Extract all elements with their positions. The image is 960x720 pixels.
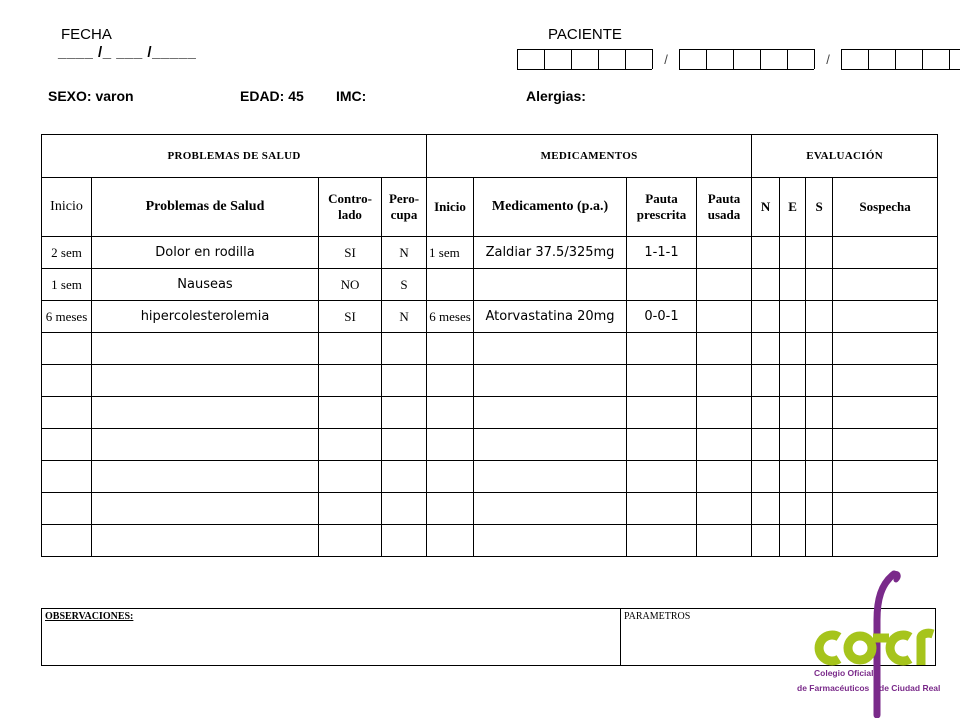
table-cell-empty[interactable]: [92, 397, 319, 429]
cell-s[interactable]: [806, 269, 833, 301]
table-cell-empty[interactable]: [752, 525, 780, 557]
patient-id-group-1[interactable]: [517, 49, 653, 69]
table-cell-empty[interactable]: [474, 333, 627, 365]
column-header-row: [42, 178, 938, 237]
section-evaluacion: EVALUACIÓN: [752, 135, 938, 178]
sexo-field: SEXO: varon: [48, 88, 134, 104]
cell-pauta-usada[interactable]: [697, 237, 752, 269]
observaciones-area[interactable]: [42, 609, 621, 665]
table-cell-empty[interactable]: [382, 397, 427, 429]
table-cell-empty[interactable]: [382, 525, 427, 557]
imc-field[interactable]: IMC:: [336, 88, 367, 104]
section-problemas: PROBLEMAS DE SALUD: [42, 135, 427, 178]
table-cell-empty[interactable]: [833, 429, 938, 461]
table-cell-empty[interactable]: [806, 493, 833, 525]
table-row-empty: [42, 461, 938, 493]
table-cell-empty[interactable]: [474, 493, 627, 525]
table-cell-empty[interactable]: [92, 429, 319, 461]
col-pauta-usada: Pauta usada: [697, 178, 752, 237]
cell-sospecha[interactable]: [833, 301, 938, 333]
table-cell-empty[interactable]: [42, 365, 92, 397]
table-cell-empty[interactable]: [752, 333, 780, 365]
table-cell-empty[interactable]: [92, 525, 319, 557]
table-cell-empty[interactable]: [697, 461, 752, 493]
table-row: [42, 269, 938, 301]
cell-inicio-med[interactable]: 1 sem: [427, 237, 474, 269]
col-controlado: Contro- lado: [319, 178, 382, 237]
table-cell-empty[interactable]: [752, 397, 780, 429]
cell-inicio[interactable]: 2 sem: [42, 237, 92, 269]
logo-line3: de Ciudad Real: [879, 683, 941, 693]
col-s: S: [806, 178, 833, 237]
table-row-empty: [42, 429, 938, 461]
cell-pauta-prescrita[interactable]: [627, 269, 697, 301]
table-row-empty: [42, 365, 938, 397]
section-header-row: [42, 135, 938, 178]
table-cell-empty[interactable]: [319, 429, 382, 461]
id-separator: /: [826, 52, 830, 67]
table-cell-empty[interactable]: [697, 365, 752, 397]
table-cell-empty[interactable]: [780, 397, 806, 429]
cell-pauta-prescrita[interactable]: 1-1-1: [627, 237, 697, 269]
patient-id-group-2[interactable]: [679, 49, 815, 69]
health-problems-table: [41, 134, 938, 557]
empty-rows: [42, 333, 938, 557]
cell-s[interactable]: [806, 237, 833, 269]
table-cell-empty[interactable]: [92, 333, 319, 365]
table-cell-empty[interactable]: [42, 397, 92, 429]
table-row-empty: [42, 333, 938, 365]
table-cell-empty[interactable]: [780, 461, 806, 493]
table-cell-empty[interactable]: [42, 525, 92, 557]
patient-id-group-3[interactable]: [841, 49, 960, 69]
cell-inicio[interactable]: 6 meses: [42, 301, 92, 333]
table-cell-empty[interactable]: [427, 397, 474, 429]
table-cell-empty[interactable]: [627, 493, 697, 525]
cell-controlado[interactable]: SI: [319, 237, 382, 269]
cell-preocupa[interactable]: N: [382, 237, 427, 269]
section-medicamentos: MEDICAMENTOS: [427, 135, 752, 178]
table-cell-empty[interactable]: [474, 397, 627, 429]
table-cell-empty[interactable]: [319, 493, 382, 525]
table-cell-empty[interactable]: [806, 461, 833, 493]
cell-controlado[interactable]: SI: [319, 301, 382, 333]
cell-pauta-usada[interactable]: [697, 301, 752, 333]
table-cell-empty[interactable]: [833, 525, 938, 557]
cell-sospecha[interactable]: [833, 269, 938, 301]
table-cell-empty[interactable]: [382, 461, 427, 493]
cell-s[interactable]: [806, 301, 833, 333]
table-cell-empty[interactable]: [780, 525, 806, 557]
cell-problema[interactable]: Dolor en rodilla: [92, 237, 319, 269]
cell-medicamento[interactable]: [474, 269, 627, 301]
table-cell-empty[interactable]: [697, 397, 752, 429]
table-row: [42, 237, 938, 269]
cell-preocupa[interactable]: S: [382, 269, 427, 301]
cell-problema[interactable]: Nauseas: [92, 269, 319, 301]
table-cell-empty[interactable]: [627, 429, 697, 461]
table-cell-empty[interactable]: [627, 333, 697, 365]
table-cell-empty[interactable]: [382, 333, 427, 365]
cell-n[interactable]: [752, 269, 780, 301]
cell-e[interactable]: [780, 301, 806, 333]
cell-e[interactable]: [780, 237, 806, 269]
cell-inicio-med[interactable]: [427, 269, 474, 301]
cell-e[interactable]: [780, 269, 806, 301]
table-cell-empty[interactable]: [627, 525, 697, 557]
table-row-empty: [42, 397, 938, 429]
logo-line2: de Farmacéuticos: [797, 683, 870, 693]
table-cell-empty[interactable]: [92, 493, 319, 525]
col-sospecha: Sospecha: [833, 178, 938, 237]
table-cell-empty[interactable]: [780, 333, 806, 365]
table-cell-empty[interactable]: [806, 525, 833, 557]
id-separator: /: [664, 52, 668, 67]
patient-id-boxes[interactable]: [517, 49, 960, 69]
table-cell-empty[interactable]: [752, 429, 780, 461]
table-cell-empty[interactable]: [427, 461, 474, 493]
cell-inicio[interactable]: 1 sem: [42, 269, 92, 301]
table-cell-empty[interactable]: [833, 333, 938, 365]
cell-controlado[interactable]: NO: [319, 269, 382, 301]
table-cell-empty[interactable]: [806, 333, 833, 365]
col-inicio-problema: Inicio: [42, 178, 92, 237]
table-cell-empty[interactable]: [474, 429, 627, 461]
parametros-label: PARAMETROS: [624, 611, 691, 622]
table-cell-empty[interactable]: [427, 493, 474, 525]
logo-line1: Colegio Oficial: [814, 668, 874, 678]
table-cell-empty[interactable]: [833, 493, 938, 525]
table-cell-empty[interactable]: [92, 461, 319, 493]
cell-n[interactable]: [752, 237, 780, 269]
table-cell-empty[interactable]: [474, 525, 627, 557]
table-cell-empty[interactable]: [833, 461, 938, 493]
cell-problema[interactable]: hipercolesterolemia: [92, 301, 319, 333]
table-cell-empty[interactable]: [382, 493, 427, 525]
table-cell-empty[interactable]: [42, 461, 92, 493]
table-cell-empty[interactable]: [627, 461, 697, 493]
alergias-field[interactable]: Alergias:: [526, 88, 586, 104]
cell-pauta-prescrita[interactable]: 0-0-1: [627, 301, 697, 333]
edad-field: EDAD: 45: [240, 88, 304, 104]
table-cell-empty[interactable]: [697, 333, 752, 365]
table-cell-empty[interactable]: [319, 397, 382, 429]
cell-n[interactable]: [752, 301, 780, 333]
col-n: N: [752, 178, 780, 237]
table-cell-empty[interactable]: [319, 461, 382, 493]
fecha-label: FECHA: [61, 26, 112, 43]
col-preocupa: Pero- cupa: [382, 178, 427, 237]
cell-inicio-med[interactable]: 6 meses: [427, 301, 474, 333]
paciente-label: PACIENTE: [548, 26, 622, 43]
table-cell-empty[interactable]: [427, 429, 474, 461]
table-cell-empty[interactable]: [42, 333, 92, 365]
table-cell-empty[interactable]: [780, 365, 806, 397]
col-e: E: [780, 178, 806, 237]
table-cell-empty[interactable]: [752, 461, 780, 493]
table-cell-empty[interactable]: [833, 365, 938, 397]
cell-pauta-usada[interactable]: [697, 269, 752, 301]
cell-preocupa[interactable]: N: [382, 301, 427, 333]
cell-medicamento[interactable]: Zaldiar 37.5/325mg: [474, 237, 627, 269]
table-cell-empty[interactable]: [833, 397, 938, 429]
table-cell-empty[interactable]: [780, 493, 806, 525]
table-cell-empty[interactable]: [382, 365, 427, 397]
table-cell-empty[interactable]: [627, 365, 697, 397]
fecha-line[interactable]: ____ /_ ___ /_____: [58, 44, 197, 61]
cell-sospecha[interactable]: [833, 237, 938, 269]
cofcr-logo: [797, 570, 942, 718]
table-cell-empty[interactable]: [319, 525, 382, 557]
table-cell-empty[interactable]: [806, 397, 833, 429]
col-inicio-medicamento: Inicio: [427, 178, 474, 237]
col-medicamento: Medicamento (p.a.): [474, 178, 627, 237]
table-cell-empty[interactable]: [697, 429, 752, 461]
table-cell-empty[interactable]: [627, 397, 697, 429]
observaciones-label: OBSERVACIONES:: [45, 611, 134, 622]
table-cell-empty[interactable]: [92, 365, 319, 397]
table-cell-empty[interactable]: [806, 429, 833, 461]
col-problemas-salud: Problemas de Salud: [92, 178, 319, 237]
table-cell-empty[interactable]: [319, 333, 382, 365]
table-cell-empty[interactable]: [42, 493, 92, 525]
table-cell-empty[interactable]: [697, 525, 752, 557]
table-cell-empty[interactable]: [752, 365, 780, 397]
table-row-empty: [42, 525, 938, 557]
table-cell-empty[interactable]: [752, 493, 780, 525]
col-pauta-prescrita: Pauta prescrita: [627, 178, 697, 237]
table-cell-empty[interactable]: [474, 461, 627, 493]
table-cell-empty[interactable]: [806, 365, 833, 397]
table-row-empty: [42, 493, 938, 525]
table-cell-empty[interactable]: [427, 333, 474, 365]
table-cell-empty[interactable]: [697, 493, 752, 525]
table-cell-empty[interactable]: [427, 525, 474, 557]
table-cell-empty[interactable]: [319, 365, 382, 397]
table-cell-empty[interactable]: [42, 429, 92, 461]
table-cell-empty[interactable]: [780, 429, 806, 461]
table-cell-empty[interactable]: [427, 365, 474, 397]
table-row: [42, 301, 938, 333]
table-cell-empty[interactable]: [474, 365, 627, 397]
table-cell-empty[interactable]: [382, 429, 427, 461]
cell-medicamento[interactable]: Atorvastatina 20mg: [474, 301, 627, 333]
